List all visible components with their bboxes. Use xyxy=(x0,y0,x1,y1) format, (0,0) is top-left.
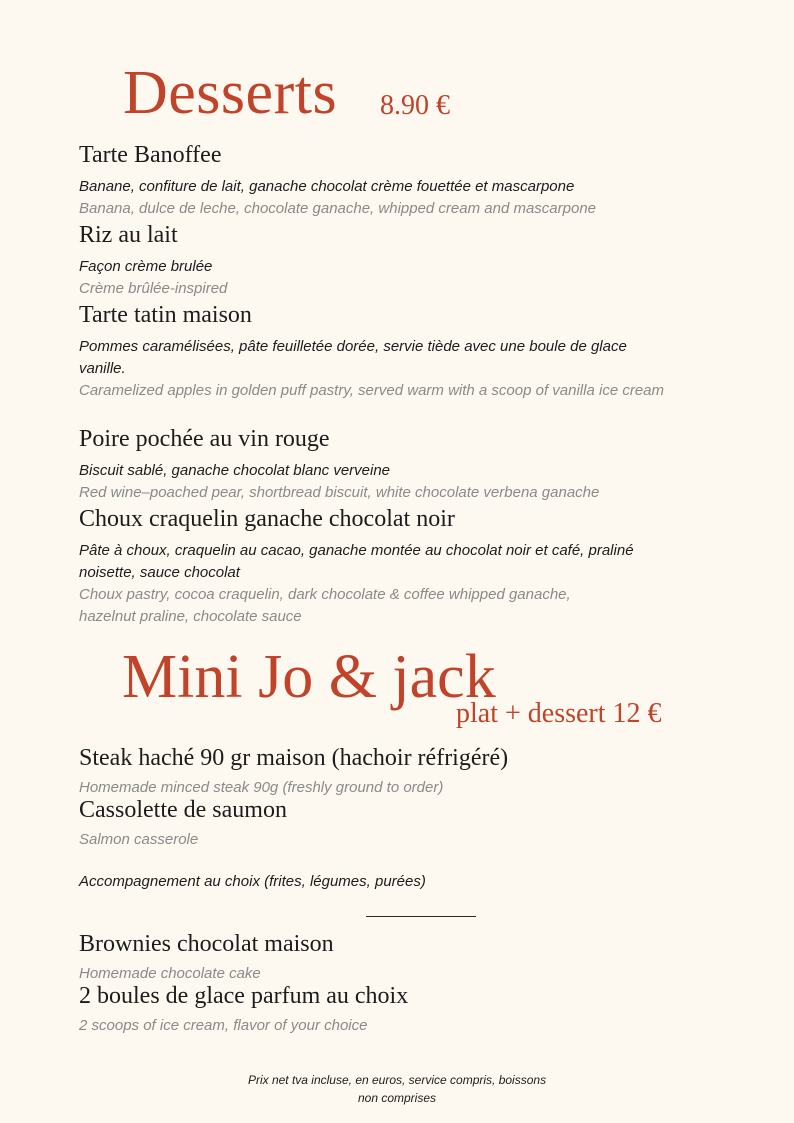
desserts-price: 8.90 € xyxy=(380,90,450,121)
dish-description-fr: Biscuit sablé, ganache chocolat blanc verveine xyxy=(79,462,391,479)
dish-name: Brownies chocolat maison xyxy=(79,931,334,957)
dish-description-en: Caramelized apples in golden puff pastry, served warm with a scoop of vanilla ice cream xyxy=(79,382,664,399)
dish-name: Tarte tatin maison xyxy=(79,302,252,328)
dish-description-fr: Pâte à choux, craquelin au cacao, ganache montée au chocolat noir et café, praliné noisette, sauce chocolat xyxy=(79,542,634,581)
dish-name: Cassolette de saumon xyxy=(79,797,287,823)
dish-description-en: Salmon casserole xyxy=(79,831,199,848)
mini-menu-title: Mini Jo & jack xyxy=(122,643,496,711)
dish-description-en: Crème brûlée-inspired xyxy=(79,280,228,297)
dish-description-fr: Façon crème brulée xyxy=(79,258,213,275)
dish-name: Tarte Banoffee xyxy=(79,142,222,168)
side-dish-note: Accompagnement au choix (frites, légumes, purées) xyxy=(79,873,426,890)
dish-description-en: Homemade chocolate cake xyxy=(79,965,261,982)
desserts-title: Desserts xyxy=(123,59,338,127)
section-divider xyxy=(366,916,476,917)
dish-description-fr: Pommes caramélisées, pâte feuilletée dorée, servie tiède avec une boule de glace vanille. xyxy=(79,338,627,377)
dish-description-en: Homemade minced steak 90g (freshly ground to order) xyxy=(79,779,444,796)
dish-description-en: 2 scoops of ice cream, flavor of your choice xyxy=(79,1017,368,1034)
dish-name: Choux craquelin ganache chocolat noir xyxy=(79,506,455,532)
dish-name: Steak haché 90 gr maison (hachoir réfrigéré) xyxy=(79,745,509,771)
price-footer-note: Prix net tva incluse, en euros, service compris, boissons non comprises xyxy=(247,1073,547,1105)
dish-description-en: Choux pastry, cocoa craquelin, dark chocolate & coffee whipped ganache, hazelnut praline, chocolate sauce xyxy=(79,586,571,625)
dish-name: Poire pochée au vin rouge xyxy=(79,426,330,452)
dish-description-en: Banana, dulce de leche, chocolate ganache, whipped cream and mascarpone xyxy=(79,200,597,217)
dish-description-en: Red wine–poached pear, shortbread biscuit, white chocolate verbena ganache xyxy=(79,484,600,501)
dish-name: Riz au lait xyxy=(79,222,178,248)
mini-menu-price: plat + dessert 12 € xyxy=(456,698,662,729)
dish-name: 2 boules de glace parfum au choix xyxy=(79,983,409,1009)
dish-description-fr: Banane, confiture de lait, ganache chocolat crème fouettée et mascarpone xyxy=(79,178,575,195)
